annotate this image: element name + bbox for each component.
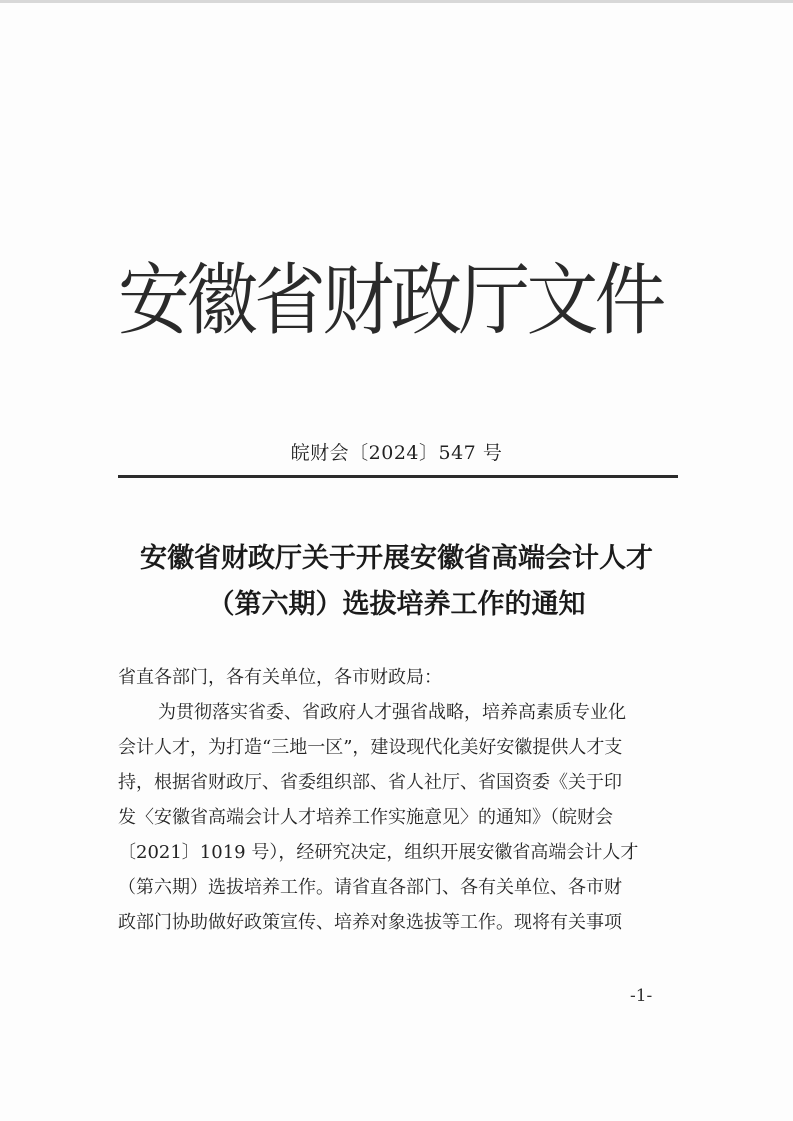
document-number: 皖财会〔2024〕547 号	[290, 442, 503, 464]
header-divider	[118, 475, 678, 478]
notice-body	[118, 660, 688, 940]
paragraph-line: 持，根据省财政厅、省委组织部、省人社厅、省国资委《关于印	[118, 772, 622, 793]
paragraph-line: 政部门协助做好政策宣传、培养对象选拔等工作。现将有关事项	[118, 912, 622, 933]
salutation: 省直各部门，各有关单位，各市财政局：	[118, 667, 442, 688]
paragraph-line: 为贯彻落实省委、省政府人才强省战略，培养高素质专业化	[158, 702, 626, 723]
notice-title-line-1: 安徽省财政厅关于开展安徽省高端会计人才	[140, 543, 653, 574]
page-number: -1-	[630, 986, 653, 1006]
paragraph-line: （第六期）选拔培养工作。请省直各部门、各有关单位、各市财	[118, 877, 622, 898]
notice-title-line-2: （第六期）选拔培养工作的通知	[207, 589, 586, 620]
paragraph-line: 发〈安徽省高端会计人才培养工作实施意见〉的通知》（皖财会	[118, 807, 613, 828]
scan-edge-shadow	[0, 0, 793, 3]
paragraph-line: 会计人才，为打造“三地一区”，建设现代化美好安徽提供人才支	[118, 737, 623, 758]
masthead-title: 安徽省财政厅文件	[118, 256, 663, 346]
notice-title	[100, 536, 693, 628]
paragraph-line: 〔2021〕1019 号），经研究决定，组织开展安徽省高端会计人才	[118, 842, 639, 863]
